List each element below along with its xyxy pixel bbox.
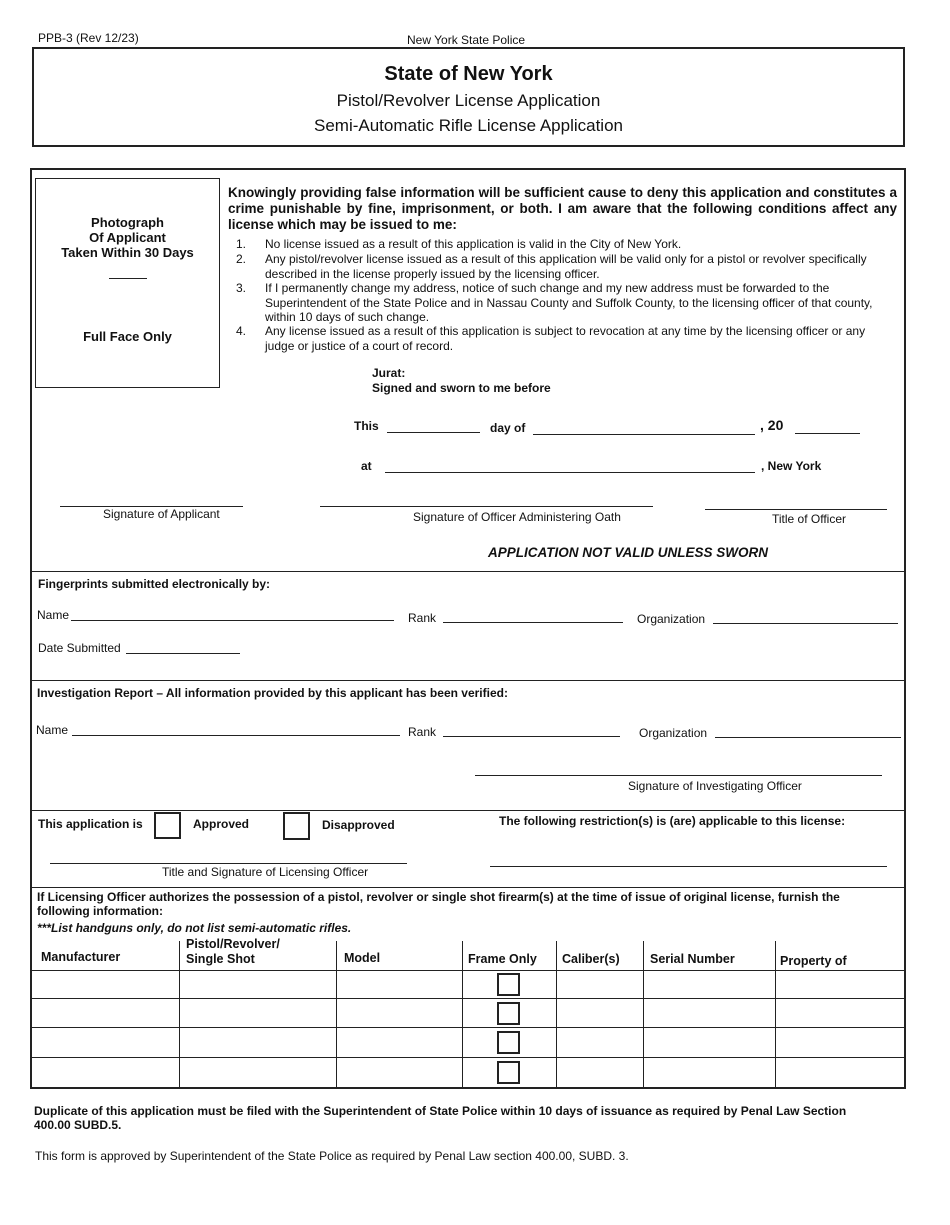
inv-name-field[interactable] xyxy=(72,735,400,736)
frame-only-checkbox[interactable] xyxy=(497,1031,520,1054)
disapproved-label: Disapproved xyxy=(322,818,395,832)
section-divider xyxy=(30,810,906,811)
duplicate-notice: Duplicate of this application must be filed with the Superintendent of State Police within 10 days of issuance as required by Penal Law Section 400.00 SUBD.5. xyxy=(34,1104,847,1132)
inv-signature-label: Signature of Investigating Officer xyxy=(628,779,802,793)
approval-note: This form is approved by Superintendent of the State Police as required by Penal Law section 400.00, SUBD. 3. xyxy=(35,1149,629,1163)
day-field[interactable] xyxy=(387,432,480,433)
fp-name-label: Name xyxy=(37,608,70,622)
state-suffix: , New York xyxy=(761,459,822,473)
fp-date-field[interactable] xyxy=(126,653,240,654)
day-of-label: day of xyxy=(490,421,526,435)
restrictions-field[interactable] xyxy=(490,866,887,867)
form-code: PPB-3 (Rev 12/23) xyxy=(38,31,139,45)
subtitle-rifle: Semi-Automatic Rifle License Application xyxy=(314,116,623,135)
frame-only-checkbox[interactable] xyxy=(497,973,520,996)
inv-name-label: Name xyxy=(36,723,69,737)
column-divider xyxy=(556,941,557,1087)
section-divider xyxy=(30,680,906,681)
location-field[interactable] xyxy=(385,472,755,473)
officer-signature-label: Signature of Officer Administering Oath xyxy=(413,510,621,524)
applicant-signature-label: Signature of Applicant xyxy=(103,507,220,521)
table-row[interactable] xyxy=(30,1027,906,1028)
disapproved-checkbox[interactable] xyxy=(283,812,310,840)
col-caliber: Caliber(s) xyxy=(562,952,620,966)
section-divider xyxy=(30,571,906,572)
condition-number: 4. xyxy=(236,324,247,338)
page-title: State of New York xyxy=(384,63,553,85)
officer-signature-line[interactable] xyxy=(320,506,653,507)
investigation-heading: Investigation Report – All information provided by this applicant has been verified: xyxy=(37,686,508,700)
year-prefix: , 20 xyxy=(760,417,784,433)
fp-name-field[interactable] xyxy=(71,620,394,621)
not-valid-notice: APPLICATION NOT VALID UNLESS SWORN xyxy=(488,545,768,560)
fp-rank-label: Rank xyxy=(408,611,437,625)
table-row[interactable] xyxy=(30,998,906,999)
fp-org-label: Organization xyxy=(637,612,706,626)
licensing-officer-label: Title and Signature of Licensing Officer xyxy=(162,865,369,879)
col-manufacturer: Manufacturer xyxy=(41,950,121,964)
col-frame: Frame Only xyxy=(468,952,537,966)
condition-number: 2. xyxy=(236,252,247,266)
table-row[interactable] xyxy=(30,970,906,971)
inv-signature-line[interactable] xyxy=(475,775,882,776)
inv-org-field[interactable] xyxy=(715,737,901,738)
table-row[interactable] xyxy=(30,1057,906,1058)
fp-rank-field[interactable] xyxy=(443,622,623,623)
approved-checkbox[interactable] xyxy=(154,812,181,839)
photo-label-1: Photograph xyxy=(91,215,164,230)
subtitle-pistol: Pistol/Revolver License Application xyxy=(336,91,601,110)
inv-org-label: Organization xyxy=(639,726,708,740)
restrictions-label: The following restriction(s) is (are) applicable to this license: xyxy=(499,814,846,828)
frame-only-checkbox[interactable] xyxy=(497,1061,520,1084)
fingerprints-heading: Fingerprints submitted electronically by: xyxy=(38,577,271,591)
approved-label: Approved xyxy=(193,817,250,831)
col-type-line2: Single Shot xyxy=(186,952,255,966)
condition-text: No license issued as a result of this application is valid in the City of New York. xyxy=(265,237,682,251)
condition-text: Any license issued as a result of this application is subject to revocation at any time by the licensing officer or any judge or justice of a court of record. xyxy=(265,324,866,353)
photo-divider xyxy=(109,278,147,279)
jurat-label: Jurat: xyxy=(372,366,406,380)
firearms-instructions: If Licensing Officer authorizes the possession of a pistol, revolver or single shot firearm(s) at the time of issue of original license, furnish the following information: xyxy=(37,890,840,918)
col-serial: Serial Number xyxy=(650,952,735,966)
inv-rank-label: Rank xyxy=(408,725,437,739)
at-label: at xyxy=(361,459,372,473)
photo-label-2: Of Applicant xyxy=(89,230,166,245)
condition-text: If I permanently change my address, notice of such change and my new address must be forwarded to the Superintendent of the State Police and in Nassau County and Suffolk County, to the licensing officer of that county, within 10 days of such change. xyxy=(265,281,873,324)
column-divider xyxy=(643,941,644,1087)
header-box xyxy=(32,47,905,147)
frame-only-checkbox[interactable] xyxy=(497,1002,520,1025)
licensing-officer-signature-line[interactable] xyxy=(50,863,407,864)
condition-text: Any pistol/revolver license issued as a result of this application will be valid only for a pistol or revolver specifically described in the license properly issued by the licensing officer. xyxy=(265,252,867,281)
column-divider xyxy=(336,941,337,1087)
column-divider xyxy=(775,941,776,1087)
inv-rank-field[interactable] xyxy=(443,736,620,737)
col-model: Model xyxy=(344,951,381,965)
col-property: Property of xyxy=(780,954,847,968)
condition-number: 1. xyxy=(236,237,247,251)
officer-title-line[interactable] xyxy=(705,509,887,510)
photo-footer: Full Face Only xyxy=(83,329,172,344)
column-divider xyxy=(462,941,463,1087)
application-is-label: This application is xyxy=(38,817,143,831)
month-field[interactable] xyxy=(533,434,755,435)
photo-box[interactable] xyxy=(35,178,220,388)
fp-date-label: Date Submitted xyxy=(38,641,121,655)
condition-number: 3. xyxy=(236,281,247,295)
officer-title-label: Title of Officer xyxy=(772,512,847,526)
jurat-sworn: Signed and sworn to me before xyxy=(372,381,551,395)
fp-org-field[interactable] xyxy=(713,623,898,624)
this-label: This xyxy=(354,419,379,433)
col-type-line1: Pistol/Revolver/ xyxy=(186,937,280,951)
oath-warning: Knowingly providing false information will be sufficient cause to deny this application and constitutes a crime punishable by fine, imprisonment, or both. I am aware that the following conditions affect any license which may be issued to me: xyxy=(228,185,897,232)
handguns-note: ***List handguns only, do not list semi-automatic rifles. xyxy=(37,921,352,935)
agency-name: New York State Police xyxy=(407,33,526,47)
column-divider xyxy=(179,941,180,1087)
year-field[interactable] xyxy=(795,433,860,434)
photo-label-3: Taken Within 30 Days xyxy=(61,245,194,260)
section-divider xyxy=(30,887,906,888)
